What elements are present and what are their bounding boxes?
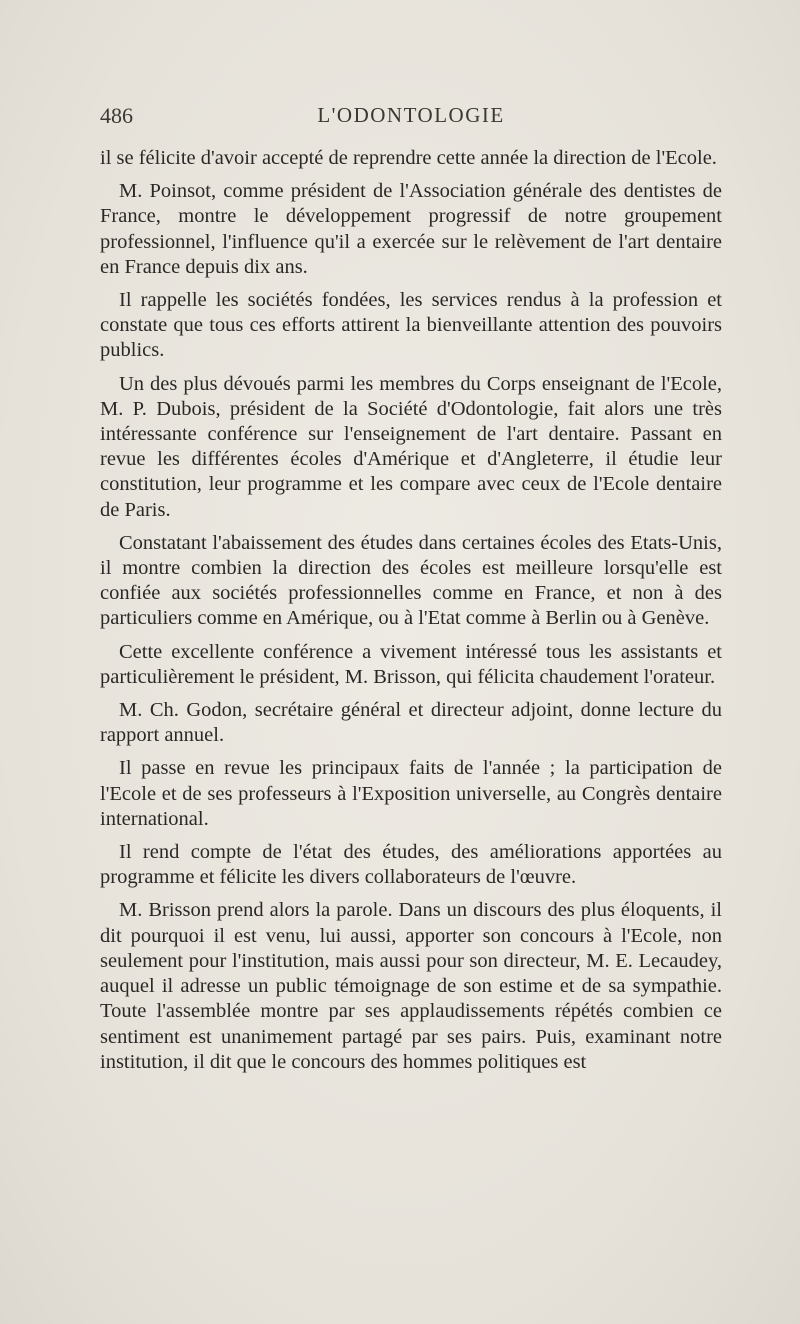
paragraph: Un des plus dévoués parmi les membres du Corps enseignant de l'Ecole, M. P. Dubois, président de la Société d'Odontologie, fait alors une très intéressante conférence sur l'enseignement de l'art dentaire. Passant en revue les différentes écoles d'Amérique et d'Angleterre, il étudie leur constitution, leur programme et les compare avec ceux de l'Ecole dentaire de Paris. bbox=[100, 372, 722, 521]
paragraph: Constatant l'abaissement des études dans certaines écoles des Etats-Unis, il montre combien la direction des écoles est meilleure lorsqu'elle est confiée aux sociétés professionnelles comme en France, et non à des particuliers comme en Amérique, ou à l'Etat comme à Berlin ou à Genève. bbox=[100, 531, 722, 630]
page-header bbox=[100, 103, 722, 129]
running-title: L'ODONTOLOGIE bbox=[317, 103, 505, 127]
paragraph: Il rend compte de l'état des études, des améliorations apportées au programme et félicite les divers collaborateurs de l'œuvre. bbox=[100, 841, 722, 889]
paragraph: Cette excellente conférence a vivement intéressé tous les assistants et particulièrement le président, M. Brisson, qui félicita chaudement l'orateur. bbox=[100, 640, 722, 688]
paragraph: Il passe en revue les principaux faits de l'année ; la participation de l'Ecole et de ses professeurs à l'Exposition universelle, au Congrès dentaire international. bbox=[100, 757, 722, 830]
paragraph: il se félicite d'avoir accepté de reprendre cette année la direction de l'Ecole. bbox=[100, 147, 717, 169]
body-text bbox=[100, 146, 722, 1083]
paragraph: M. Brisson prend alors la parole. Dans un discours des plus éloquents, il dit pourquoi il est venu, lui aussi, apporter son concours à l'Ecole, non seulement pour l'institution, mais aussi pour son directeur, M. E. Lecaudey, auquel il adresse un public témoignage de son estime et de sa sympathie. Toute l'assemblée montre par ses applaudissements répétés combien ce sentiment est unanimement partagé par ses pairs. Puis, examinant notre institution, il dit que le concours des hommes politiques est bbox=[100, 899, 722, 1073]
paragraph: Il rappelle les sociétés fondées, les services rendus à la profession et constate que tous ces efforts attirent la bienveillante attention des pouvoirs publics. bbox=[100, 289, 722, 362]
paragraph: M. Ch. Godon, secrétaire général et directeur adjoint, donne lecture du rapport annuel. bbox=[100, 699, 722, 747]
paragraph: M. Poinsot, comme président de l'Association générale des dentistes de France, montre le développement progressif de notre groupement professionnel, l'influence qu'il a exercée sur le relèvement de l'art dentaire en France depuis dix ans. bbox=[100, 180, 722, 278]
page-number: 486 bbox=[100, 103, 133, 128]
